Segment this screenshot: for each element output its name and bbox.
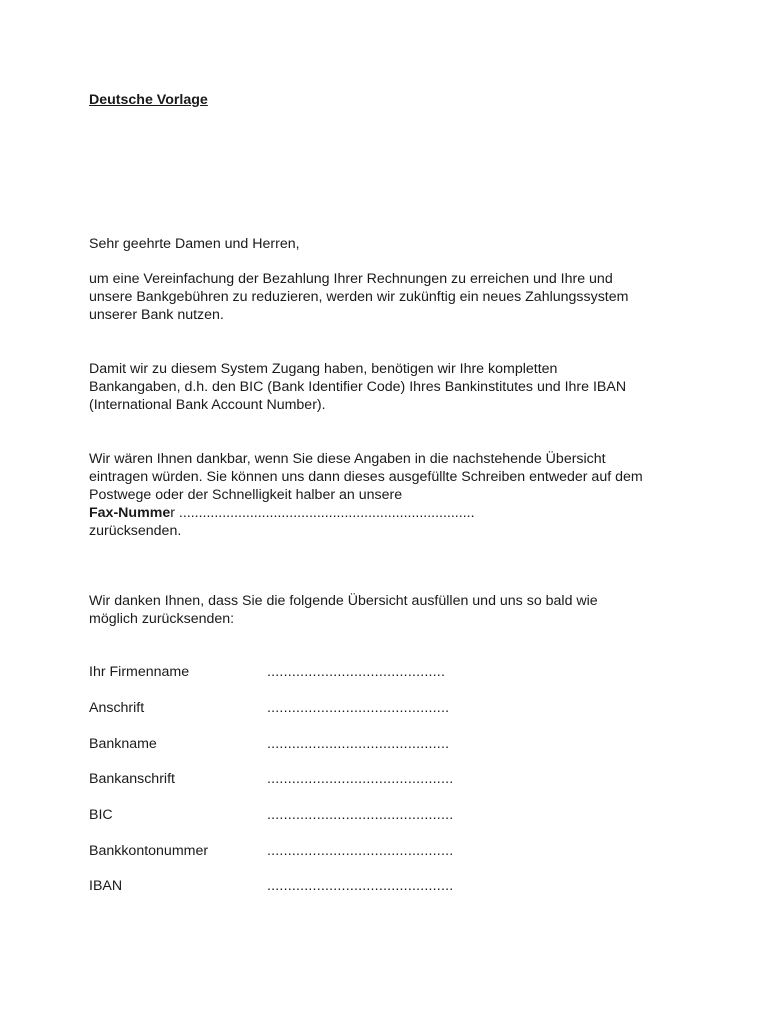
fax-number-label: Fax-Numme [89, 505, 171, 521]
field-company-name [89, 663, 509, 681]
paragraph-line: Postwege oder der Schnelligkeit halber an unsere [89, 487, 403, 503]
field-blank: ............................................ [267, 736, 450, 752]
paragraph-line: eintragen würden. Sie können uns dann dieses ausgefüllte Schreiben entweder auf dem [89, 469, 643, 485]
field-iban [89, 877, 509, 895]
field-account-number [89, 842, 509, 860]
field-blank: ............................................. [267, 807, 454, 823]
field-label: Anschrift [89, 700, 145, 716]
field-bic [89, 806, 509, 824]
fax-number-blank: r ........................................................................... [170, 505, 475, 521]
paragraph-line: Wir wären Ihnen dankbar, wenn Sie diese Angaben in die nachstehende Übersicht [89, 451, 606, 467]
field-blank: ............................................. [267, 771, 454, 787]
paragraph-line: um eine Vereinfachung der Bezahlung Ihrer Rechnungen zu erreichen und Ihre und [89, 271, 613, 287]
field-label: Bankname [89, 736, 157, 752]
field-blank: ............................................. [267, 878, 454, 894]
field-blank: ............................................ [267, 700, 450, 716]
field-label: IBAN [89, 878, 123, 894]
field-bank-address [89, 770, 509, 788]
field-address [89, 699, 509, 717]
field-label: BIC [89, 807, 113, 823]
salutation [89, 235, 689, 253]
paragraph-line: (International Bank Account Number). [89, 397, 326, 413]
document-title: Deutsche Vorlage [89, 92, 208, 108]
field-label: Bankanschrift [89, 771, 175, 787]
paragraph-4 [89, 592, 689, 628]
paragraph-line: unserer Bank nutzen. [89, 307, 224, 323]
paragraph-line: unsere Bankgebühren zu reduzieren, werden wir zukünftig ein neues Zahlungssystem [89, 289, 629, 305]
paragraph-line: möglich zurücksenden: [89, 611, 235, 627]
paragraph-line: Bankangaben, d.h. den BIC (Bank Identifier Code) Ihres Bankinstitutes und Ihre IBAN [89, 379, 627, 395]
field-label: Bankkontonummer [89, 843, 209, 859]
paragraph-2 [89, 360, 689, 414]
paragraph-line: zurücksenden. [89, 523, 182, 539]
paragraph-1 [89, 270, 689, 324]
fax-line [89, 504, 689, 522]
salutation-line: Sehr geehrte Damen und Herren, [89, 236, 300, 252]
field-label: Ihr Firmenname [89, 664, 190, 680]
paragraph-line: Wir danken Ihnen, dass Sie die folgende Übersicht ausfüllen und uns so bald wie [89, 593, 598, 609]
paragraph-line: Damit wir zu diesem System Zugang haben, benötigen wir Ihre kompletten [89, 361, 558, 377]
paragraph-3 [89, 450, 689, 540]
field-blank: ............................................. [267, 843, 454, 859]
field-bank-name [89, 735, 509, 753]
field-blank: ........................................... [267, 664, 446, 680]
